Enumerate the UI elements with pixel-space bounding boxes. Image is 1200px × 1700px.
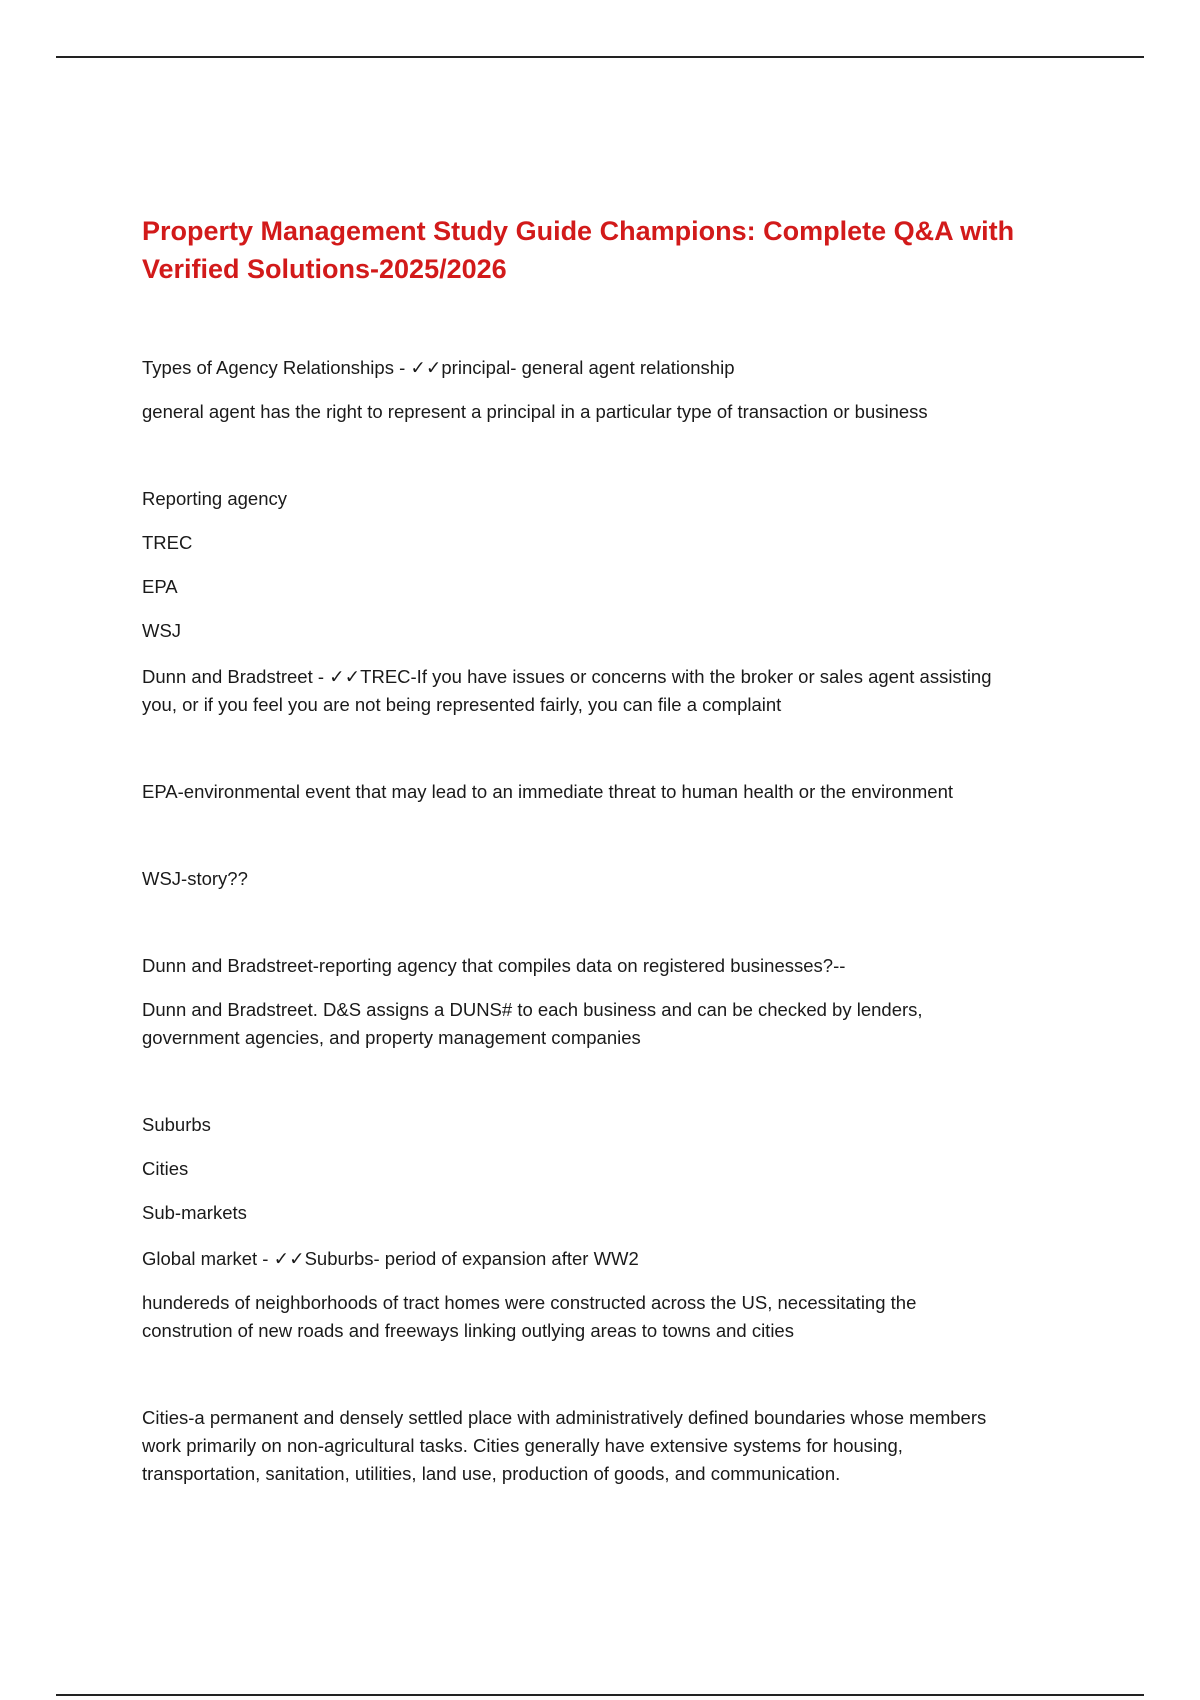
text-line: EPA-environmental event that may lead to an immediate threat to human health or the environment (142, 781, 954, 802)
text-line: TREC (142, 532, 193, 553)
header-rule (56, 56, 1144, 58)
text-line: Dunn and Bradstreet - ✓✓TREC-If you have issues or concerns with the broker or sales agent assisting (142, 666, 992, 687)
text-line: government agencies, and property management companies (142, 1027, 641, 1048)
text-line: Reporting agency (142, 488, 288, 509)
text-line: work primarily on non-agricultural tasks. Cities generally have extensive systems for housing, (142, 1435, 903, 1456)
text-line: constrution of new roads and freeways linking outlying areas to towns and cities (142, 1320, 794, 1341)
paragraph-epa (142, 778, 1062, 806)
document-title-line-2: Verified Solutions-2025/2026 (142, 254, 507, 284)
footer-rule (56, 1694, 1144, 1696)
text-line: Suburbs (142, 1114, 211, 1135)
list-item (142, 485, 1062, 513)
paragraph-cities (142, 1404, 1062, 1488)
paragraph-general-agent (142, 398, 1062, 426)
text-line: WSJ (142, 620, 182, 641)
document-body (142, 212, 1062, 1484)
list-item (142, 1155, 1062, 1183)
text-line: EPA (142, 576, 178, 597)
text-line: Cities-a permanent and densely settled place with administratively defined boundaries whose members (142, 1407, 987, 1428)
list-item (142, 617, 1062, 645)
list-item (142, 529, 1062, 557)
text-line: transportation, sanitation, utilities, land use, production of goods, and communication. (142, 1463, 841, 1484)
document-title-line-1: Property Management Study Guide Champions: Complete Q&A with (142, 216, 1015, 246)
list-item (142, 1111, 1062, 1139)
paragraph-duns (142, 996, 1062, 1052)
text-line: Global market - ✓✓Suburbs- period of expansion after WW2 (142, 1248, 639, 1269)
list-item (142, 573, 1062, 601)
paragraph-suburbs (142, 1289, 1062, 1345)
paragraph-dunn-trec (142, 663, 1062, 719)
text-line: Dunn and Bradstreet-reporting agency that compiles data on registered businesses?-- (142, 955, 846, 976)
list-item (142, 1199, 1062, 1227)
document-title (142, 212, 1062, 288)
paragraph-wsj (142, 865, 1062, 893)
text-line: Types of Agency Relationships - ✓✓principal- general agent relationship (142, 357, 735, 378)
text-line: Sub-markets (142, 1202, 247, 1223)
text-line: WSJ-story?? (142, 868, 248, 889)
paragraph-dunn-reporting (142, 952, 1062, 980)
text-line: Dunn and Bradstreet. D&S assigns a DUNS# to each business and can be checked by lenders, (142, 999, 923, 1020)
text-line: hundereds of neighborhoods of tract homes were constructed across the US, necessitating the (142, 1292, 917, 1313)
text-line: you, or if you feel you are not being represented fairly, you can file a complaint (142, 694, 782, 715)
paragraph-global-market (142, 1245, 1062, 1273)
text-line: general agent has the right to represent a principal in a particular type of transaction or business (142, 401, 928, 422)
paragraph-types-of-agency (142, 354, 1062, 382)
text-line: Cities (142, 1158, 189, 1179)
